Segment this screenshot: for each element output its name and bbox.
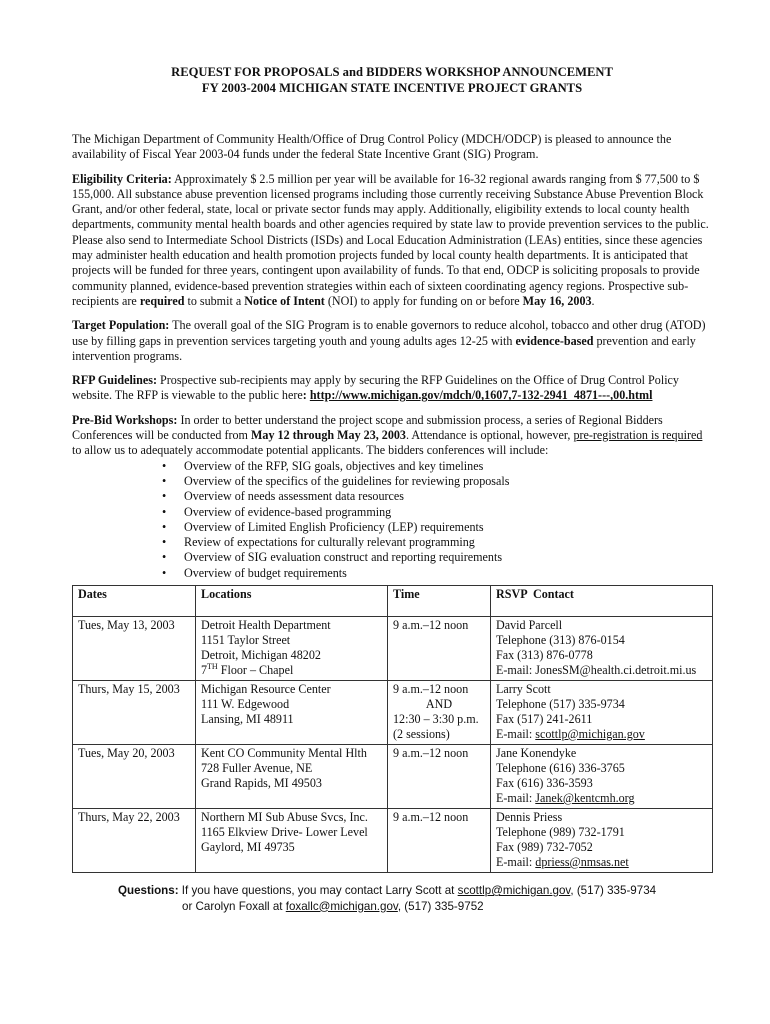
email-link[interactable]: Janek@kentcmh.org xyxy=(535,791,635,806)
location-line: Lansing, MI 48911 xyxy=(201,712,294,727)
row-date: Tues, May 20, 2003 xyxy=(73,745,196,809)
questions-email-2[interactable]: foxallc@michigan.gov xyxy=(285,899,398,913)
table-row xyxy=(73,681,713,745)
contact-phone: Telephone (616) 336-3765 xyxy=(496,761,625,776)
title-line-1: REQUEST FOR PROPOSALS and BIDDERS WORKSHOP ANNOUNCEMENT xyxy=(171,65,613,79)
row-time: 9 a.m.–12 noon xyxy=(388,809,491,873)
questions-block xyxy=(72,883,712,914)
location-line: Michigan Resource Center xyxy=(201,682,331,697)
evidence-based-bold: evidence-based xyxy=(515,333,594,348)
contact-phone: Telephone (989) 732-1791 xyxy=(496,825,625,840)
table-row xyxy=(73,745,713,809)
rfp-link[interactable]: http://www.michigan.gov/mdch/0,1607,7-132-2941_4871---,00.html xyxy=(309,388,653,403)
contact-email xyxy=(496,855,707,870)
questions-line-1 xyxy=(72,883,712,899)
rfp-paragraph xyxy=(72,373,712,404)
location-line: 728 Fuller Avenue, NE xyxy=(201,761,313,776)
contact-name: Jane Konendyke xyxy=(496,746,577,761)
list-item: • Review of expectations for culturally relevant programming xyxy=(72,535,712,550)
target-heading: Target Population: xyxy=(72,318,170,333)
time-sessions-note: (2 sessions) xyxy=(393,727,450,742)
location-line: Gaylord, MI 49735 xyxy=(201,840,295,855)
location-line: 1165 Elkview Drive- Lower Level xyxy=(201,825,368,840)
target-paragraph xyxy=(72,318,712,364)
row-date: Tues, May 13, 2003 xyxy=(73,617,196,681)
questions-email-1[interactable]: scottlp@michigan.gov xyxy=(457,884,571,898)
row-contact xyxy=(491,745,713,809)
document-page xyxy=(72,64,712,914)
prebid-text-1: In order to better understand the project scope and submission process, a series of Regional Bidders Conferences will be conducted from xyxy=(72,412,663,443)
header-locations: Locations xyxy=(196,586,388,617)
time-session-1: 9 a.m.–12 noon xyxy=(393,682,469,697)
prebid-text-2: . Attendance is optional, however, xyxy=(405,428,571,443)
list-item: • Overview of SIG evaluation construct and reporting requirements xyxy=(72,550,712,565)
list-item: • Overview of needs assessment data resources xyxy=(72,489,712,504)
location-line: Detroit Health Department xyxy=(201,618,331,633)
row-date: Thurs, May 15, 2003 xyxy=(73,681,196,745)
row-time xyxy=(388,681,491,745)
row-location xyxy=(196,745,388,809)
preregistration-required: pre-registration is required xyxy=(573,428,703,443)
table-row xyxy=(73,809,713,873)
prebid-dates: May 12 through May 23, 2003 xyxy=(251,428,406,443)
contact-phone: Telephone (517) 335-9734 xyxy=(496,697,625,712)
location-line: Grand Rapids, MI 49503 xyxy=(201,776,322,791)
location-line xyxy=(201,663,382,678)
row-time: 9 a.m.–12 noon xyxy=(388,745,491,809)
eligibility-end: . xyxy=(591,293,595,308)
required-word: required xyxy=(139,293,185,308)
location-line: Detroit, Michigan 48202 xyxy=(201,648,321,663)
contact-name: Larry Scott xyxy=(496,682,551,697)
prebid-heading: Pre-Bid Workshops: xyxy=(72,412,178,427)
questions-label: Questions: xyxy=(118,884,179,898)
location-line: Northern MI Sub Abuse Svcs, Inc. xyxy=(201,810,368,825)
list-item: • Overview of budget requirements xyxy=(72,566,712,581)
questions-phone-2: , (517) 335-9752 xyxy=(397,899,484,913)
target-end: prevention and early intervention programs. xyxy=(72,333,696,363)
header-dates: Dates xyxy=(73,586,196,617)
location-line: 111 W. Edgewood xyxy=(201,697,290,712)
eligibility-paragraph xyxy=(72,172,712,310)
rfp-heading: RFP Guidelines: xyxy=(72,373,157,388)
time-and: AND xyxy=(425,697,453,712)
eligibility-heading: Eligibility Criteria: xyxy=(72,171,172,186)
list-item: • Overview of the RFP, SIG goals, objectives and key timelines xyxy=(72,459,712,474)
intro-paragraph: The Michigan Department of Community Health/Office of Drug Control Policy (MDCH/ODCP) is pleased to announce the availability of Fiscal Year 2003-04 funds under the federal State Incentive Grant (SIG) Program. xyxy=(72,132,672,162)
row-location xyxy=(196,617,388,681)
contact-name: Dennis Priess xyxy=(496,810,563,825)
row-date: Thurs, May 22, 2003 xyxy=(73,809,196,873)
rfp-colon: : xyxy=(302,388,307,403)
contact-email xyxy=(496,791,707,806)
row-contact xyxy=(491,809,713,873)
row-contact xyxy=(491,617,713,681)
email-link[interactable]: dpriess@nmsas.net xyxy=(535,855,629,870)
rfp-text: Prospective sub-recipients may apply by securing the RFP Guidelines on the Office of Drug Control Policy website. The RFP is viewable to the public here xyxy=(72,373,679,403)
header-rsvp-contact: RSVP Contact xyxy=(491,586,713,617)
list-item: • Overview of evidence-based programming xyxy=(72,505,712,520)
row-time: 9 a.m.–12 noon xyxy=(388,617,491,681)
location-line: Kent CO Community Mental Hlth xyxy=(201,746,367,761)
table-header-row xyxy=(73,586,713,617)
contact-fax: Fax (616) 336-3593 xyxy=(496,776,593,791)
row-location xyxy=(196,681,388,745)
target-text: The overall goal of the SIG Program is to enable governors to reduce alcohol, tobacco and other drug (ATOD) use by filling gaps in prevention services targeting youth and young adults ages 12-25 with xyxy=(72,318,706,348)
eligibility-mid: to submit a xyxy=(187,293,242,308)
notice-of-intent: Notice of Intent xyxy=(244,293,325,308)
list-item: • Overview of Limited English Proficiency (LEP) requirements xyxy=(72,520,712,535)
contact-fax: Fax (517) 241-2611 xyxy=(496,712,593,727)
contact-email: E-mail: JonesSM@health.ci.detroit.mi.us xyxy=(496,663,697,678)
prebid-text-3: to allow us to adequately accommodate potential applicants. The bidders conferences will include: xyxy=(72,443,549,458)
contact-phone: Telephone (313) 876-0154 xyxy=(496,633,625,648)
questions-line-2 xyxy=(72,899,712,915)
questions-text-1: If you have questions, you may contact Larry Scott at xyxy=(181,884,455,898)
header-time: Time xyxy=(388,586,491,617)
noi-deadline: May 16, 2003 xyxy=(522,293,592,308)
contact-email xyxy=(496,727,707,742)
row-location xyxy=(196,809,388,873)
email-label: E-mail: xyxy=(496,855,536,870)
location-line: 1151 Taylor Street xyxy=(201,633,291,648)
eligibility-after-noi: (NOI) to apply for funding on or before xyxy=(327,293,520,308)
floor-suffix: TH xyxy=(207,661,218,671)
contact-fax: Fax (989) 732-7052 xyxy=(496,840,593,855)
email-label: E-mail: xyxy=(496,791,536,806)
questions-phone-1: , (517) 335-9734 xyxy=(570,884,657,898)
floor-number: 7 xyxy=(201,663,208,678)
prebid-paragraph xyxy=(72,413,712,459)
table-row xyxy=(73,617,713,681)
contact-fax: Fax (313) 876-0778 xyxy=(496,648,593,663)
email-link[interactable]: scottlp@michigan.gov xyxy=(535,727,645,742)
time-session-2: 12:30 – 3:30 p.m. xyxy=(393,712,479,727)
conference-topics-list xyxy=(72,459,712,581)
title-line-2: FY 2003-2004 MICHIGAN STATE INCENTIVE PROJECT GRANTS xyxy=(201,81,583,95)
floor-rest: Floor – Chapel xyxy=(217,663,294,678)
email-label: E-mail: xyxy=(496,727,536,742)
eligibility-text: Approximately $ 2.5 million per year will be available for 16-32 regional awards ranging from $ 77,500 to $ 155,000. All substance abuse prevention licensed programs including those currently receiving Substance Abuse Prevention Block Grant, and/or other federal, state, local or private sector funds may apply. Additionally, eligibility extends to local county health departments, community mental health boards and other agencies required by state law to provide prevention services to the public. Please also send to Intermediate School Districts (ISDs) and Local Education Administration (LEAs) entities, since these agencies may administer health education and health promotion projects funded by local county health departments. It is anticipated that projects will be funded for three years, contingent upon availability of funds. To that end, ODCP is soliciting proposals to provide community planned, evidence-based prevention strategies within each of sixteen coordinating agency regions. Prospective sub-recipients are xyxy=(72,171,709,308)
row-contact xyxy=(491,681,713,745)
questions-text-2: or Carolyn Foxall at xyxy=(182,899,283,913)
contact-name: David Parcell xyxy=(496,618,563,633)
workshop-schedule-table xyxy=(72,585,713,873)
list-item: • Overview of the specifics of the guidelines for reviewing proposals xyxy=(72,474,712,489)
